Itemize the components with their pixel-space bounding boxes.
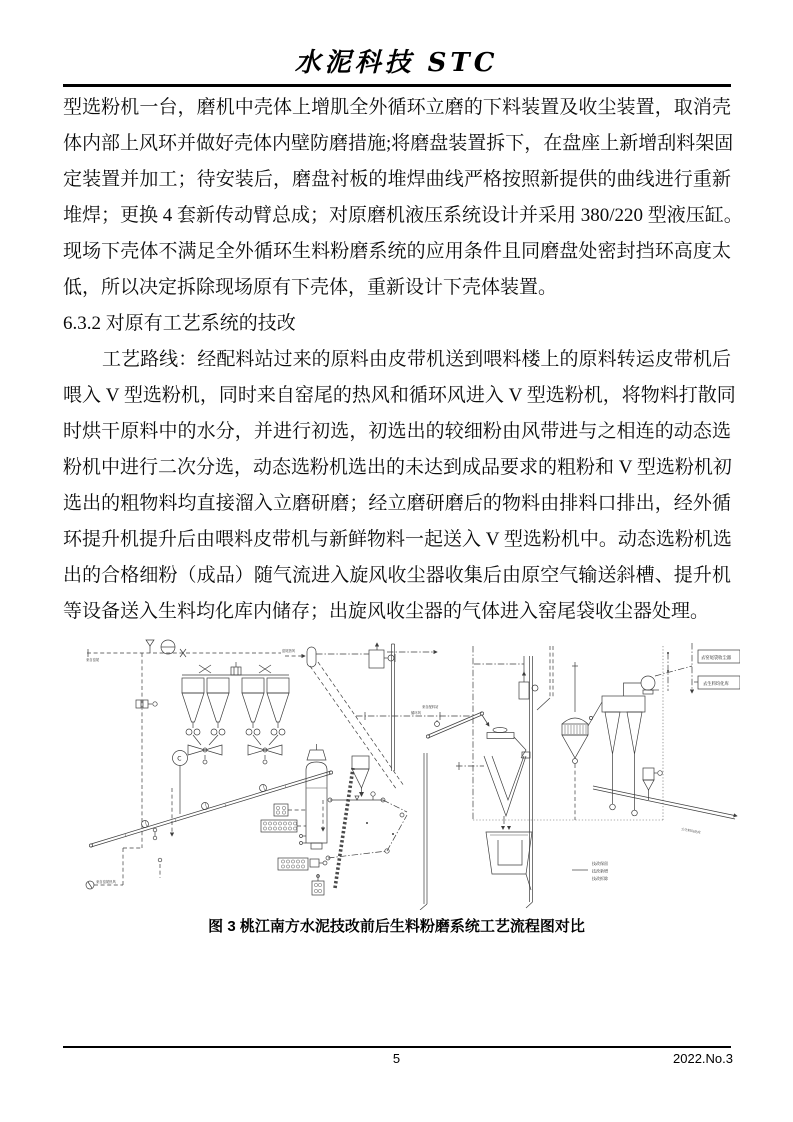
figure-label-bottom-left: 来自窑尾热风 xyxy=(96,880,116,884)
diagram-right-panel xyxy=(422,643,740,908)
elevator-drive xyxy=(474,656,538,699)
figure-caption: 图 3 桃江南方水泥技改前后生料粉磨系统工艺流程图对比 xyxy=(208,918,585,935)
belt-conveyor xyxy=(89,771,332,847)
cyclone-bank xyxy=(182,662,289,735)
surge-vessel xyxy=(307,647,316,667)
feed-conveyor xyxy=(422,704,489,738)
legend-entry: 技改拆除 xyxy=(592,876,608,881)
diagram-left-panel xyxy=(86,640,473,910)
discharge-chute xyxy=(593,786,737,835)
figure-label-gauge: C xyxy=(177,755,182,763)
figure-label-to-silo: 去生料均化库 xyxy=(703,682,729,687)
figure-label-from-batching: 来自配料站 xyxy=(422,705,439,709)
body-line: 粉机中进行二次分选，动态选粉机选出的未达到成品要求的粗粉和 V 型选粉机初 xyxy=(63,457,732,478)
section-heading: 6.3.2 对原有工艺系统的技改 xyxy=(63,313,296,334)
footer-rule xyxy=(63,1046,731,1048)
legend-entry: 技改保留 xyxy=(592,861,608,866)
process-flow-diagram xyxy=(85,638,740,910)
small-bin xyxy=(643,768,662,800)
legend-entry: 技改新增 xyxy=(592,868,608,874)
elevator-boot xyxy=(486,832,532,890)
figure-label-from-kiln: 来自窑尾 xyxy=(86,658,100,662)
mill-cyclone xyxy=(352,756,369,797)
feeder xyxy=(487,728,526,759)
body-line: 体内部上风环并做好壳体内壁防磨措施;将磨盘装置拆下，在盘座上新增刮料架固 xyxy=(63,133,734,154)
dynamic-separator xyxy=(562,662,593,820)
body-line: 选出的粗物料均直接溜入立磨研磨；经立磨研磨后的物料由排料口排出，经外循 xyxy=(63,493,731,514)
body-line: 环提升机提升后由喂料皮带机与新鲜物料一起送入 V 型选粉机中。动态选粉机选 xyxy=(63,529,732,550)
twin-cyclones xyxy=(588,683,645,816)
body-line: 定装置并加工；待安装后，磨盘衬板的堆焊曲线严格按照新提供的曲线进行重新 xyxy=(63,169,731,190)
body-line: 出的合格细粉（成品）随气流进入旋风收尘器收集后由原空气输送斜槽、提升机 xyxy=(63,565,731,586)
distributor xyxy=(188,735,222,764)
separator-top-box xyxy=(316,643,437,668)
distributor xyxy=(248,735,282,764)
journal-header-title: 水泥科技 STC xyxy=(294,48,499,78)
page-number: 5 xyxy=(392,1051,401,1066)
body-line: 型选粉机一台，磨机中壳体上增肌全外循环立磨的下料装置及收尘装置，取消壳 xyxy=(63,97,731,118)
body-line: 低，所以决定拆除现场原有下壳体，重新设计下壳体装置。 xyxy=(63,277,558,298)
connector-web xyxy=(323,792,407,860)
figure-label-to-bag-filter: 去窑尾袋收尘器 xyxy=(701,656,732,661)
body-line: 时烘干原料中的水分，并进行初选，初选出的较细粉由风带进与之相连的动态选 xyxy=(63,421,731,442)
body-line: 工艺路线：经配料站过来的原料由皮带机送到喂料楼上的原料转运皮带机后 xyxy=(102,349,731,370)
figure-label-hot-air: 窑尾热风 xyxy=(282,649,296,653)
fan xyxy=(641,666,692,694)
body-line: 现场下壳体不满足全外循环生料粉磨系统的应用条件且同磨盘处密封挡环高度太 xyxy=(63,241,731,262)
body-text xyxy=(63,90,743,630)
junction-boxes xyxy=(153,804,327,895)
body-line: 等设备送入生料均化库内储存；出旋风收尘器的气体进入窑尾袋收尘器处理。 xyxy=(63,601,710,622)
figure-label-to-homo-silo: 去生料均化库 xyxy=(680,827,701,835)
v-separator xyxy=(484,752,530,830)
body-line: 喂入 V 型选粉机，同时来自窑尾的热风和循环风进入 V 型选粉机，将物料打散同 xyxy=(63,385,736,406)
figure-label-recirc: 循环风 xyxy=(411,711,421,715)
issue-label: 2022.No.3 xyxy=(673,1051,733,1066)
body-line: 堆焊；更换 4 套新传动臂总成；对原磨机液压系统设计并采用 380/220 型液压缸。 xyxy=(63,205,743,226)
header-rule xyxy=(63,84,731,87)
figure-legend xyxy=(572,860,609,881)
vertical-mill xyxy=(306,744,327,849)
bucket-elevator xyxy=(335,768,353,888)
